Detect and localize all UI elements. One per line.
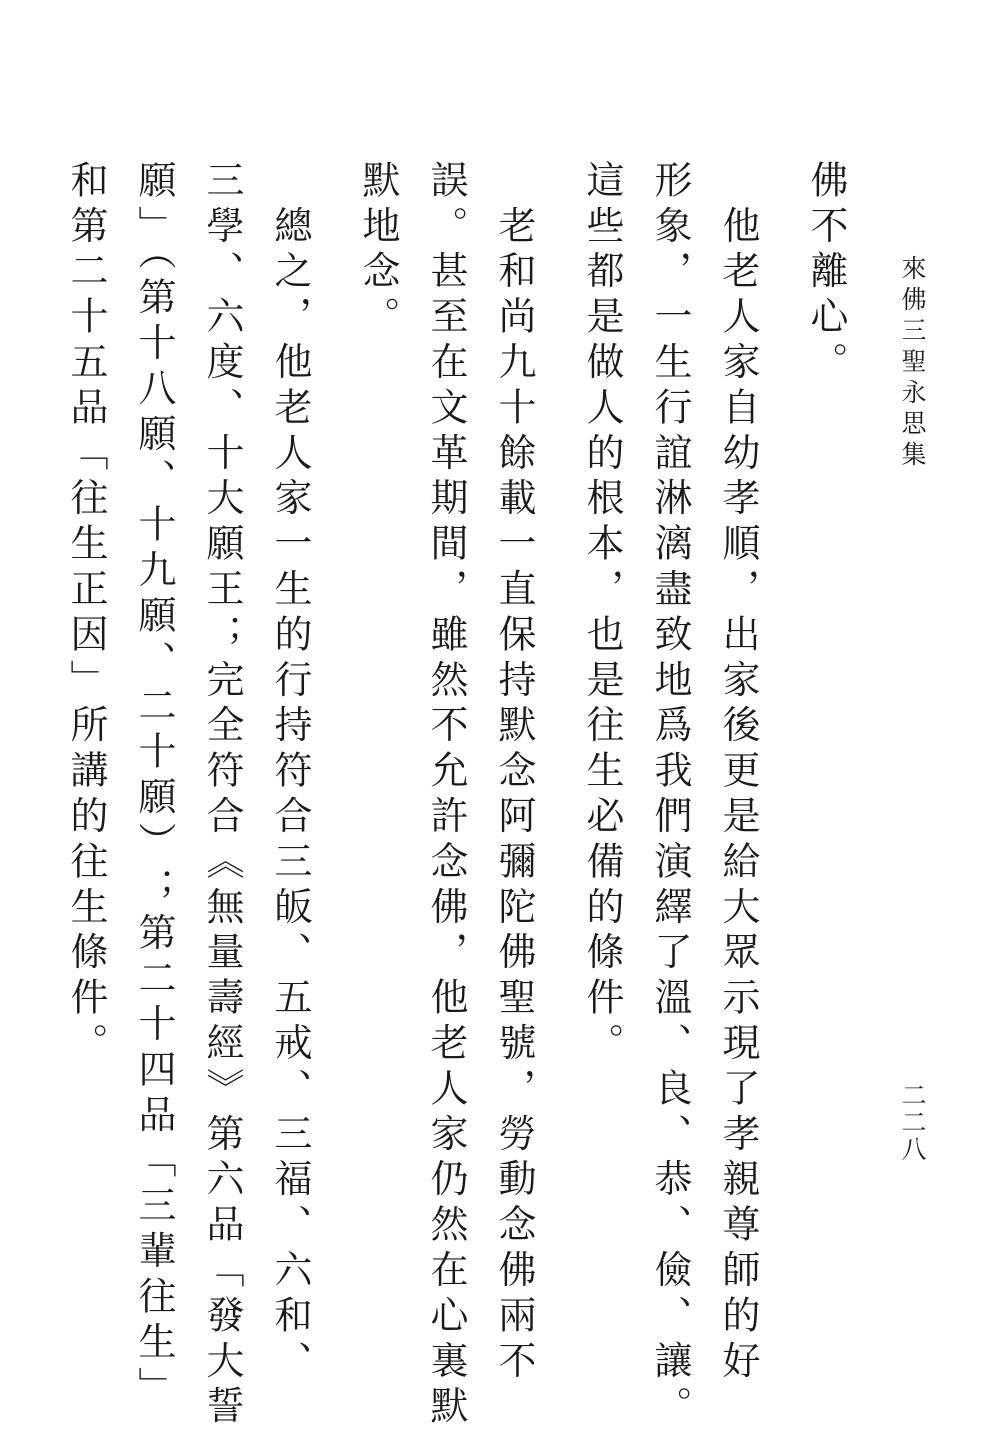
text-line: 形象，一生行誼淋漓盡致地爲我們演繹了溫、良、恭、儉、讓。 bbox=[648, 160, 692, 1431]
text-line: 佛不離心。 bbox=[804, 160, 848, 387]
body-text bbox=[64, 160, 860, 1431]
running-title: 來佛三聖永思集 bbox=[898, 255, 927, 472]
text-line: 和第二十五品「往生正因」所講的往生條件。 bbox=[64, 160, 108, 1068]
page-number: 二二八 bbox=[898, 1082, 927, 1163]
paragraph-gap bbox=[548, 160, 568, 1290]
text-line: 三學、六度、十大願王；完全符合《無量壽經》第六品「發大誓 bbox=[200, 160, 244, 1431]
text-line: 誤。甚至在文革期間，雖然不允許念佛，他老人家仍然在心裏默 bbox=[424, 160, 468, 1431]
text-line: 這些都是做人的根本，也是往生必備的條件。 bbox=[580, 160, 624, 1068]
paragraph-gap bbox=[324, 160, 344, 1290]
text-line: 願」（第十八願、十九願、二十願）；第二十四品「三輩往生」 bbox=[132, 160, 176, 1413]
paragraph-gap bbox=[772, 160, 792, 1290]
text-line: 他老人家自幼孝順，出家後更是給大眾示現了孝親尊師的好 bbox=[716, 160, 760, 1386]
text-line: 默地念。 bbox=[356, 160, 400, 342]
text-line: 總之，他老人家一生的行持符合三皈、五戒、三福、六和、 bbox=[268, 160, 312, 1386]
text-line: 老和尚九十餘載一直保持默念阿彌陀佛聖號，勞動念佛兩不 bbox=[492, 160, 536, 1386]
